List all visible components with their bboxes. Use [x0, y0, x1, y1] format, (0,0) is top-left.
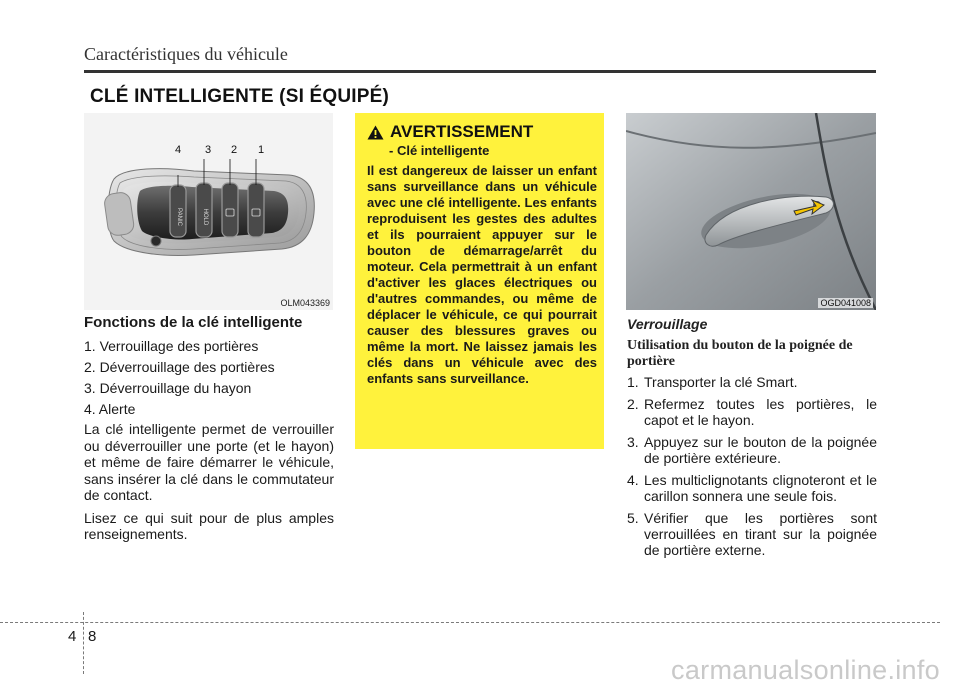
running-header: Caractéristiques du véhicule [84, 44, 288, 64]
section-title: CLÉ INTELLIGENTE (SI ÉQUIPÉ) [90, 86, 390, 107]
right-column [627, 314, 877, 564]
list-item: 4. Alerte [84, 401, 136, 417]
step-item: 4. Les multiclignotants clignoteront et le carillon sonnera une seule fois. [627, 472, 877, 504]
step-item: 5. Vérifier que les portières sont verrouillées en tirant sur la poignée de portière externe. [627, 510, 877, 558]
warning-title: AVERTISSEMENT [390, 122, 534, 141]
watermark: carmanualsonline.info [671, 655, 940, 685]
warning-box [355, 113, 604, 449]
figure-code: OGD041008 [820, 298, 871, 308]
locking-subheading: Verrouillage [627, 316, 708, 332]
functions-heading: Fonctions de la clé intelligente [84, 314, 303, 331]
step-item: 3. Appuyez sur le bouton de la poignée de portière extérieure. [627, 434, 877, 466]
warning-triangle-icon [367, 125, 384, 140]
door-handle-figure [626, 113, 876, 310]
warning-subtitle: - Clé intelligente [389, 143, 490, 158]
key-label-1: 1 [257, 144, 265, 156]
svg-text:PANIC: PANIC [176, 208, 182, 226]
chapter-number: 4 [68, 628, 77, 645]
smart-key-illustration [84, 113, 333, 310]
key-label-2: 2 [230, 144, 238, 156]
door-button-heading: Utilisation du bouton de la poignée de portière [627, 338, 853, 369]
key-label-4: 4 [174, 144, 182, 156]
warning-body: Il est dangereux de laisser un enfant sans surveillance dans un véhicule avec une clé intelligente. Les enfants reproduisent les gestes des adultes et ils pourraient appuyer sur le bouton de démarrage/arrêt du moteur. Cela permettrait à un enfant d'activer les glaces électriques ou d'autres commandes, ou même de déplacer le véhicule, ce qui pourrait causer des blessures graves ou même la mort. Ne laissez jamais les clés dans un véhicule avec des enfants sans surveillance. [367, 163, 597, 386]
locking-steps [627, 374, 877, 558]
step-item: 1. Transporter la clé Smart. [627, 374, 798, 390]
list-item: 1. Verrouillage des portières [84, 338, 259, 354]
svg-text:HOLD: HOLD [202, 208, 208, 226]
header-rule [84, 70, 876, 73]
list-item: 3. Déverrouillage du hayon [84, 380, 252, 396]
intro-paragraph: La clé intelligente permet de verrouiller ou déverrouiller une porte (et le hayon) et même de faire démarrer le véhicule, sans insérer la clé dans le commutateur de contact. [84, 421, 334, 503]
smart-key-figure [84, 113, 333, 310]
more-info-paragraph: Lisez ce qui suit pour de plus amples renseignements. [84, 509, 334, 542]
list-item: 2. Déverrouillage des portières [84, 359, 275, 375]
left-column [84, 314, 334, 549]
step-item: 2. Refermez toutes les portières, le capot et le hayon. [627, 396, 877, 428]
footer-divider [0, 622, 940, 623]
figure-code: OLM043369 [280, 298, 330, 308]
footer-vertical-divider [83, 612, 84, 674]
door-handle-illustration [626, 113, 876, 310]
functions-list [84, 337, 334, 419]
page-number: 8 [88, 628, 97, 645]
key-label-3: 3 [204, 144, 212, 156]
